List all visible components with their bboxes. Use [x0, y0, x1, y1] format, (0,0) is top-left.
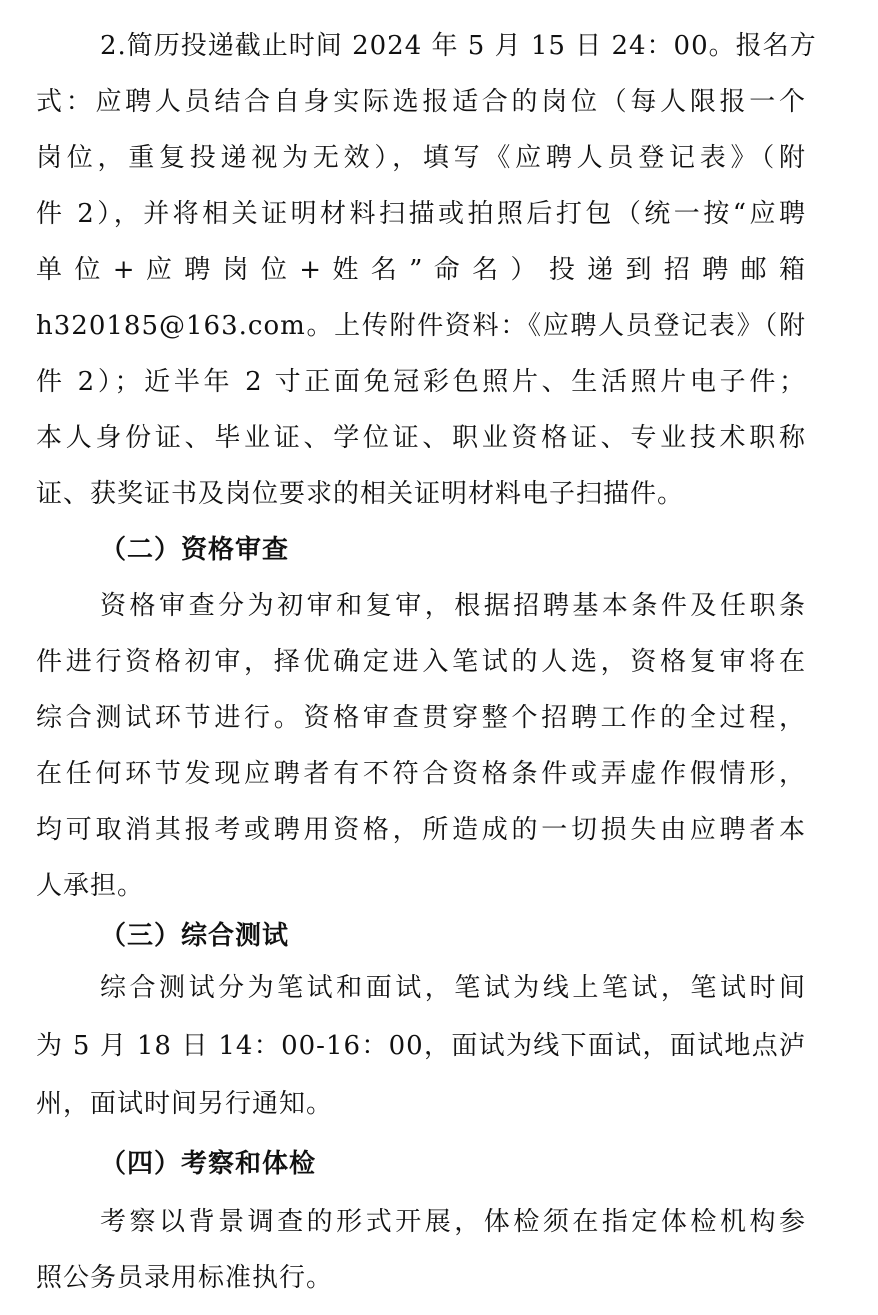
section-heading-qualification-review: （二）资格审查: [100, 535, 290, 565]
paragraph-line: 考察以背景调查的形式开展，体检须在指定体检机构参: [100, 1207, 806, 1237]
paragraph-line-email: h320185@163.com。上传附件资料：《应聘人员登记表》（附: [36, 311, 806, 341]
paragraph-line: 资格审查分为初审和复审，根据招聘基本条件及任职条: [100, 591, 806, 621]
paragraph-line: 为 5 月 18 日 14：00-16：00，面试为线下面试，面试地点泸: [36, 1031, 806, 1061]
paragraph-line: 本人身份证、毕业证、学位证、职业资格证、专业技术职称: [36, 423, 806, 453]
paragraph-line: 州，面试时间另行通知。: [36, 1089, 334, 1119]
paragraph-line: 人承担。: [36, 871, 145, 901]
section-heading-inspection-and-physical-exam: （四）考察和体检: [100, 1149, 317, 1179]
section-heading-comprehensive-test: （三）综合测试: [100, 921, 290, 951]
paragraph-line: 在任何环节发现应聘者有不符合资格条件或弄虚作假情形，: [36, 759, 806, 789]
paragraph-line: 件 2）；近半年 2 寸正面免冠彩色照片、生活照片电子件；: [36, 367, 806, 397]
paragraph-line: 件 2），并将相关证明材料扫描或拍照后打包（统一按“应聘: [36, 199, 806, 229]
paragraph-line: 单 位 + 应 聘 岗 位 + 姓 名 ” 命 名 ） 投 递 到 招 聘 邮 箱: [36, 255, 806, 285]
paragraph-line: 2.简历投递截止时间 2024 年 5 月 15 日 24：00。报名方: [100, 31, 817, 61]
paragraph-line: 证、获奖证书及岗位要求的相关证明材料电子扫描件。: [36, 479, 685, 509]
paragraph-line: 件进行资格初审，择优确定进入笔试的人选，资格复审将在: [36, 647, 806, 677]
paragraph-line: 式：应聘人员结合自身实际选报适合的岗位（每人限报一个: [36, 87, 806, 117]
paragraph-line: 岗位，重复投递视为无效），填写《应聘人员登记表》（附: [36, 143, 806, 173]
paragraph-line: 综合测试环节进行。资格审查贯穿整个招聘工作的全过程，: [36, 703, 806, 733]
paragraph-line: 均可取消其报考或聘用资格，所造成的一切损失由应聘者本: [36, 815, 806, 845]
paragraph-line: 综合测试分为笔试和面试，笔试为线上笔试，笔试时间: [100, 973, 806, 1003]
paragraph-line: 照公务员录用标准执行。: [36, 1263, 334, 1293]
